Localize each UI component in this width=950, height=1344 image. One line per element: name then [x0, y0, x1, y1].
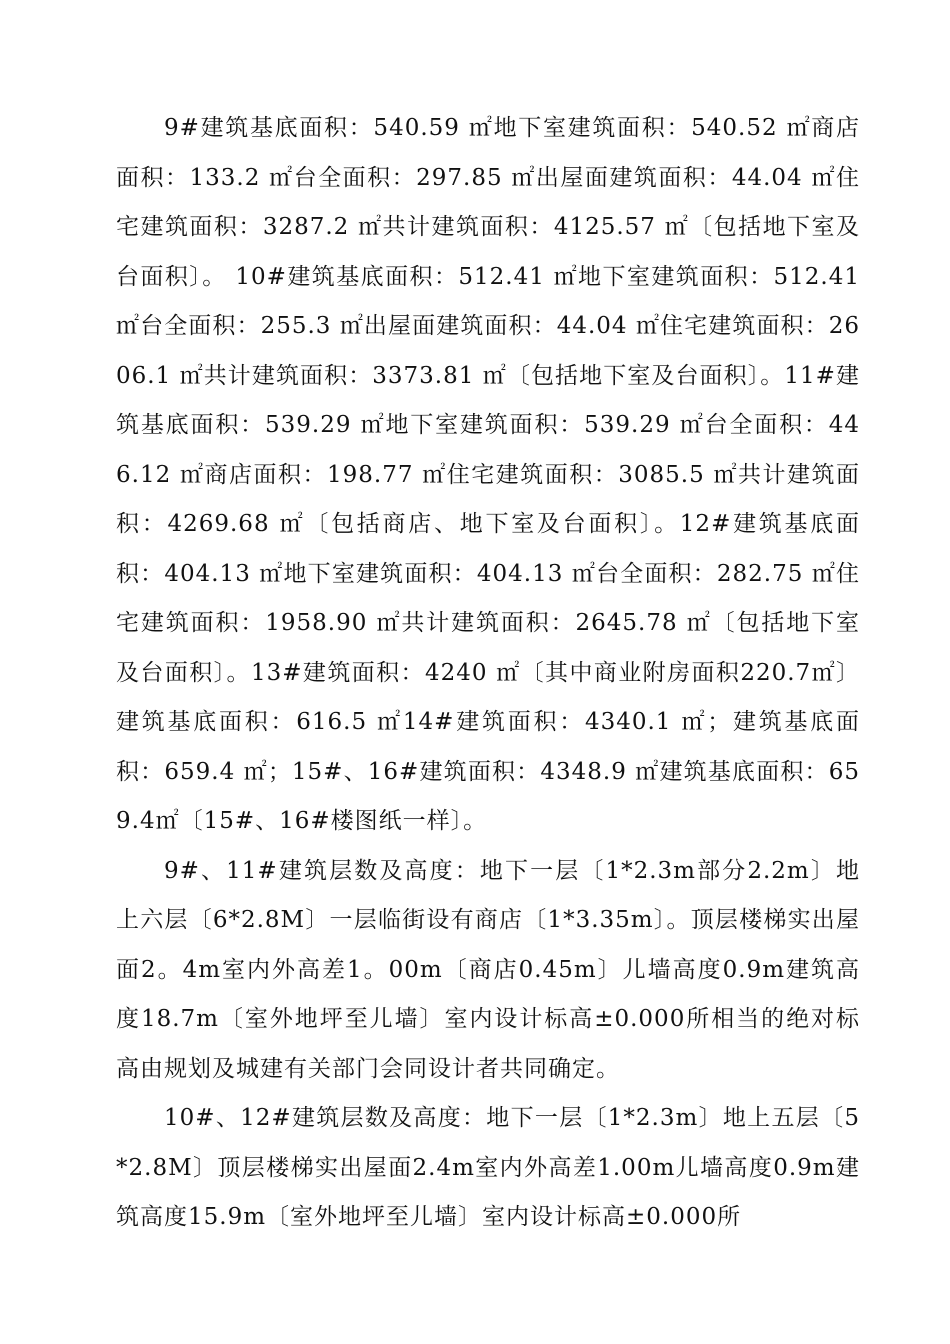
paragraph-9-11-floors-heights: 9#、11#建筑层数及高度：地下一层〔1*2.3m部分2.2m〕地上六层〔6*2.8M〕一层临街设有商店〔1*3.35m〕。顶层楼梯实出屋面2。4m室内外高差1。00m〔商店0.45m〕儿墙高度0.9m建筑高度18.7m〔室外地坪至儿墙〕室内设计标高±0.000所相当的绝对标高由规划及城建有关部门会同设计者共同确定。: [116, 857, 860, 1082]
document-body: [116, 104, 869, 1243]
paragraph-building-areas: 9#建筑基底面积：540.59 ㎡地下室建筑面积：540.52 ㎡商店面积：133.2 ㎡台全面积：297.85 ㎡出屋面建筑面积：44.04 ㎡住宅建筑面积：3287.2 ㎡共计建筑面积：4125.57 ㎡〔包括地下室及台面积〕。 10#建筑基底面积：512.41 ㎡地下室建筑面积：512.41 ㎡台全面积：255.3 ㎡出屋面建筑面积：44.04 ㎡住宅建筑面积：2606.1 ㎡共计建筑面积：3373.81 ㎡〔包括地下室及台面积〕。11#建筑基底面积：539.29 ㎡地下室建筑面积：539.29 ㎡台全面积：446.12 ㎡商店面积：198.77 ㎡住宅建筑面积：3085.5 ㎡共计建筑面积：4269.68 ㎡〔包括商店、地下室及台面积〕。12#建筑基底面积：404.13 ㎡地下室建筑面积：404.13 ㎡台全面积：282.75 ㎡住宅建筑面积：1958.90 ㎡共计建筑面积：2645.78 ㎡〔包括地下室及台面积〕。13#建筑面积：4240 ㎡〔其中商业附房面积220.7㎡〕建筑基底面积：616.5 ㎡14#建筑面积：4340.1 ㎡；建筑基底面积：659.4 ㎡；15#、16#建筑面积：4348.9 ㎡建筑基底面积：659.4㎡〔15#、16#楼图纸一样〕。: [116, 115, 869, 834]
paragraph-10-12-floors-heights: 10#、12#建筑层数及高度：地下一层〔1*2.3m〕地上五层〔5*2.8M〕顶层楼梯实出屋面2.4m室内外高差1.00m儿墙高度0.9m建筑高度15.9m〔室外地坪至儿墙〕室内设计标高±0.000所: [116, 1105, 860, 1230]
